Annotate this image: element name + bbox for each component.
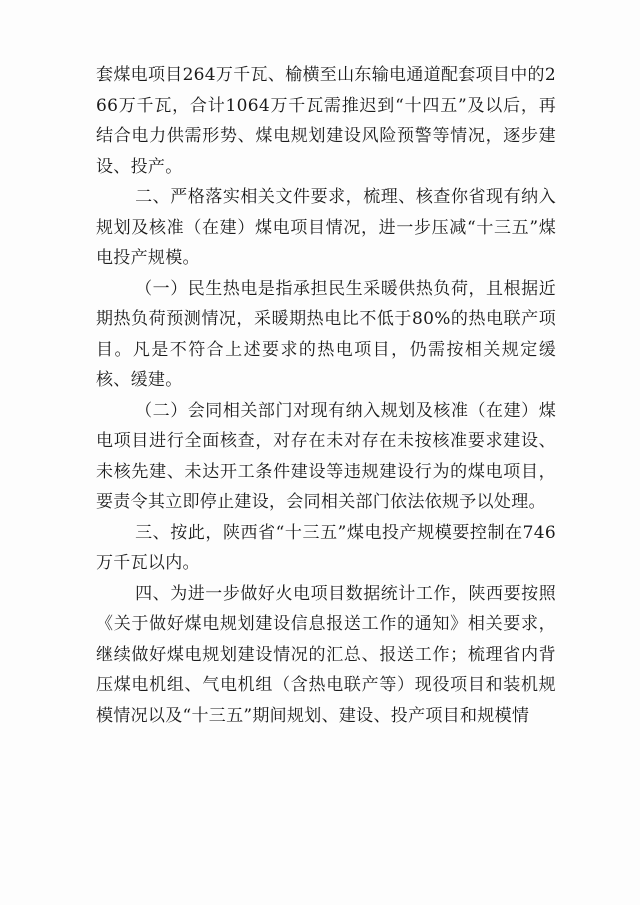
- paragraph-item-one: （一）民生热电是指承担民生采暖供热负荷，且根据近期热负荷预测情况，采暖期热电比不低于80%的热电联产项目。凡是不符合上述要求的热电项目，仍需按相关规定缓核、缓建。: [96, 278, 556, 390]
- paragraph-continuation: 套煤电项目264万千瓦、榆横至山东输电通道配套项目中的266万千瓦，合计1064万千瓦需推迟到“十四五”及以后，再结合电力供需形势、煤电规划建设风险预警等情况，逐步建设、投产。: [96, 65, 556, 177]
- paragraph-section-four: 四、为进一步做好火电项目数据统计工作，陕西要按照《关于做好煤电规划建设信息报送工作的通知》相关要求，继续做好煤电规划建设情况的汇总、报送工作；梳理省内背压煤电机组、气电机组（含热电联产等）现役项目和装机规模情况以及“十三五”期间规划、建设、投产项目和规模情: [96, 583, 556, 726]
- paragraph-item-two: （二）会同相关部门对现有纳入规划及核准（在建）煤电项目进行全面核查，对存在未对存在未按核准要求建设、未核先建、未达开工条件建设等违规建设行为的煤电项目，要责令其立即停止建设，会同相关部门依法依规予以处理。: [96, 400, 556, 512]
- document-body: [96, 60, 556, 731]
- paragraph-section-three: 三、按此，陕西省“十三五”煤电投产规模要控制在746万千瓦以内。: [96, 522, 556, 573]
- paragraph-section-two: 二、严格落实相关文件要求，梳理、核查你省现有纳入规划及核准（在建）煤电项目情况，进一步压减“十三五”煤电投产规模。: [96, 187, 556, 268]
